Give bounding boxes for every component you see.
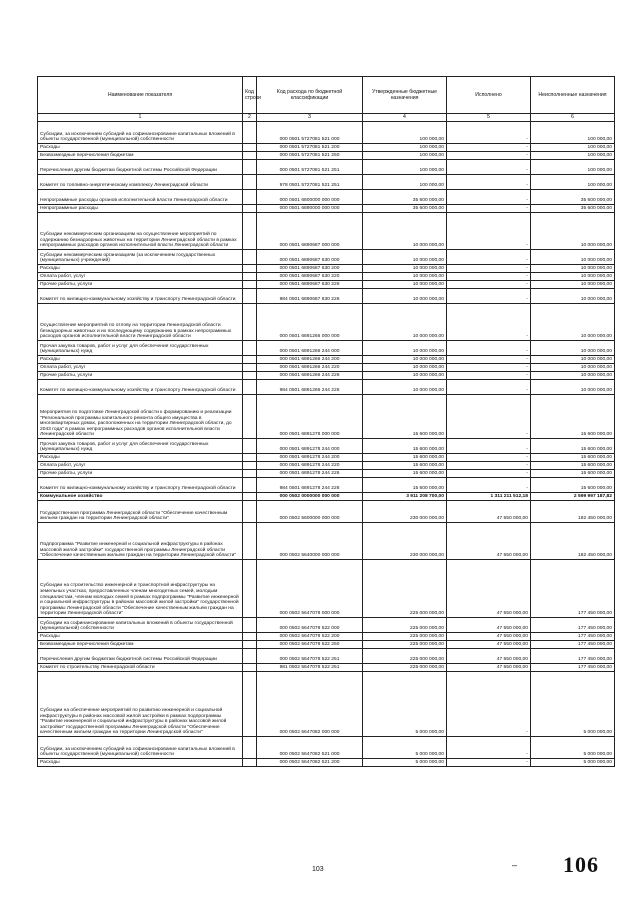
row-name: Субсидии, за исключением субсидий на софинансирование капитальных вложений в объекты государственной (муниципальной) собственности: [38, 737, 243, 759]
row-name: Расходы: [38, 454, 243, 462]
row-approved: 5 000 000,00: [363, 759, 447, 767]
row-unexecuted: 10 000 000,00: [531, 250, 615, 265]
row-unexecuted: 15 600 000,00: [531, 395, 615, 439]
row-executed: 47 550 000,00: [447, 560, 531, 618]
row-line-code: [243, 633, 257, 641]
row-approved: 100 000,00: [363, 122, 447, 144]
row-unexecuted: 100 000,00: [531, 144, 615, 152]
row-name: Комитет по жилищно-коммунальному хозяйству и транспорту Ленинградской области: [38, 478, 243, 493]
table-row: [38, 289, 615, 304]
column-numbers-row: [38, 114, 615, 122]
table-row: [38, 664, 615, 672]
row-approved: 225 000 000,00: [363, 641, 447, 649]
table-row: [38, 649, 615, 664]
row-unexecuted: 100 000,00: [531, 175, 615, 190]
col-number: 6: [531, 114, 615, 122]
row-expense-code: 984 0501 6890687 630 226: [257, 289, 363, 304]
header-expense-code: Код расхода по бюджетной классификации: [257, 77, 363, 114]
row-expense-code: 000 0501 6891266 244 000: [257, 341, 363, 356]
row-line-code: [243, 470, 257, 478]
row-approved: 10 000 000,00: [363, 265, 447, 273]
row-approved: 5 000 000,00: [363, 672, 447, 737]
row-unexecuted: 10 000 000,00: [531, 281, 615, 289]
row-expense-code: 000 0501 5727081 521 251: [257, 160, 363, 175]
row-name: Мероприятия по подготовке Ленинградской области к формированию и реализации "Региональной программы капитального ремонта общего имущества в многоквартирных домах, расположенных на территории Ленинградской области, до 2043 года" в рамках непрограммных расходов органов исполнительной власти Ленинградской области: [38, 395, 243, 439]
row-approved: 10 000 000,00: [363, 281, 447, 289]
col-number: 3: [257, 114, 363, 122]
row-line-code: [243, 462, 257, 470]
table-row: [38, 341, 615, 356]
table-row: [38, 250, 615, 265]
row-expense-code: 000 0502 5647078 522 250: [257, 641, 363, 649]
row-expense-code: 000 0501 6890687 630 220: [257, 273, 363, 281]
row-executed: -: [447, 250, 531, 265]
row-executed: 47 550 000,00: [447, 523, 531, 560]
row-expense-code: 000 0501 6800000 000 000: [257, 190, 363, 205]
row-approved: 230 000 000,00: [363, 523, 447, 560]
row-executed: 47 550 000,00: [447, 618, 531, 633]
row-line-code: [243, 641, 257, 649]
row-name: Субсидии на строительство инженерной и транспортной инфраструктуры на земельных участках, предоставленных членам многодетных семей, молодым специалистам, членам молодых семей в рамках подпрограммы "Развитие инженерной и социальной инфраструктуры в районах массовой жилой застройки" государственной программы Ленинградской области "Обеспечение качественным жильем граждан на территории Ленинградской области": [38, 560, 243, 618]
row-expense-code: 000 0502 5647082 000 000: [257, 672, 363, 737]
row-name: Комитет по жилищно-коммунальному хозяйству и транспорту Ленинградской области: [38, 380, 243, 395]
row-expense-code: 000 0501 6891266 000 000: [257, 304, 363, 341]
row-name: Подпрограмма "Развитие инженерной и социальной инфраструктуры в районах массовой жилой застройки" государственной программы Ленинградской области "Обеспечение качественным жильем граждан на территории Ленинградской области": [38, 523, 243, 560]
row-expense-code: 000 0501 5727081 521 200: [257, 144, 363, 152]
row-unexecuted: 177 450 000,00: [531, 641, 615, 649]
row-name: Расходы: [38, 356, 243, 364]
header-executed: Исполнено: [447, 77, 531, 114]
row-approved: 3 911 208 700,00: [363, 493, 447, 501]
row-unexecuted: 100 000,00: [531, 122, 615, 144]
table-row: [38, 462, 615, 470]
row-unexecuted: 10 000 000,00: [531, 356, 615, 364]
row-approved: 10 000 000,00: [363, 364, 447, 372]
table-row: [38, 304, 615, 341]
row-approved: 35 600 000,00: [363, 205, 447, 213]
table-row: [38, 523, 615, 560]
row-name: Оплата работ, услуг: [38, 273, 243, 281]
row-approved: 225 000 000,00: [363, 664, 447, 672]
row-unexecuted: 10 000 000,00: [531, 289, 615, 304]
row-expense-code: 000 0502 5647078 522 200: [257, 633, 363, 641]
table-row: [38, 175, 615, 190]
col-number: 1: [38, 114, 243, 122]
table-row: [38, 618, 615, 633]
row-line-code: [243, 281, 257, 289]
row-line-code: [243, 395, 257, 439]
row-name: Прочая закупка товаров, работ и услуг для обеспечения государственных (муниципальных) нужд: [38, 341, 243, 356]
row-line-code: [243, 560, 257, 618]
row-executed: -: [447, 160, 531, 175]
row-unexecuted: 182 450 000,00: [531, 523, 615, 560]
row-unexecuted: 5 000 000,00: [531, 759, 615, 767]
table-row: [38, 672, 615, 737]
row-expense-code: 000 0501 6890687 630 000: [257, 250, 363, 265]
row-executed: -: [447, 304, 531, 341]
header-approved: Утвержденные бюджетные назначения: [363, 77, 447, 114]
row-approved: 10 000 000,00: [363, 213, 447, 250]
row-executed: -: [447, 273, 531, 281]
row-executed: -: [447, 759, 531, 767]
row-name: Комитет по строительству Ленинградской области: [38, 664, 243, 672]
row-executed: -: [447, 478, 531, 493]
row-line-code: [243, 380, 257, 395]
row-executed: -: [447, 265, 531, 273]
row-name: Оплата работ, услуг: [38, 364, 243, 372]
sheet-number-stamp: 106: [563, 852, 599, 877]
row-expense-code: 000 0501 6890687 630 200: [257, 265, 363, 273]
row-executed: 1 311 211 512,18: [447, 493, 531, 501]
table-row: [38, 641, 615, 649]
row-expense-code: 000 0501 6891278 244 000: [257, 439, 363, 454]
row-executed: -: [447, 341, 531, 356]
row-unexecuted: 177 450 000,00: [531, 649, 615, 664]
table-row: [38, 356, 615, 364]
col-number: 4: [363, 114, 447, 122]
row-unexecuted: 15 600 000,00: [531, 478, 615, 493]
row-line-code: [243, 304, 257, 341]
table-row: [38, 152, 615, 160]
row-unexecuted: 35 600 000,00: [531, 190, 615, 205]
row-unexecuted: 15 600 000,00: [531, 470, 615, 478]
row-name: Прочая закупка товаров, работ и услуг для обеспечения государственных (муниципальных) нужд: [38, 439, 243, 454]
row-expense-code: 000 0501 6891278 244 220: [257, 462, 363, 470]
row-name: Осуществление мероприятий по отлову на территории Ленинградской области безнадзорных животных и их последующему содержанию в рамках непрограммных расходов органов исполнительной власти Ленинградской области: [38, 304, 243, 341]
col-number: 2: [243, 114, 257, 122]
table-row: [38, 395, 615, 439]
row-executed: -: [447, 380, 531, 395]
table-row: [38, 144, 615, 152]
row-approved: 10 000 000,00: [363, 250, 447, 265]
row-line-code: [243, 289, 257, 304]
stamp-dash: –: [512, 860, 518, 870]
row-name: Расходы: [38, 265, 243, 273]
row-expense-code: 978 0501 5727081 521 251: [257, 175, 363, 190]
row-name: Комитет по жилищно-коммунальному хозяйству и транспорту Ленинградской области: [38, 289, 243, 304]
row-name: Прочие работы, услуги: [38, 470, 243, 478]
row-approved: 100 000,00: [363, 175, 447, 190]
row-expense-code: 000 0501 6890687 630 226: [257, 281, 363, 289]
row-approved: 10 000 000,00: [363, 341, 447, 356]
row-line-code: [243, 478, 257, 493]
row-line-code: [243, 250, 257, 265]
row-executed: 47 550 000,00: [447, 633, 531, 641]
row-line-code: [243, 493, 257, 501]
row-expense-code: 000 0502 5647078 000 000: [257, 560, 363, 618]
row-executed: -: [447, 144, 531, 152]
table-row: [38, 633, 615, 641]
row-line-code: [243, 664, 257, 672]
header-name: Наименование показателя: [38, 77, 243, 114]
table-row: [38, 273, 615, 281]
row-name: Расходы: [38, 633, 243, 641]
table-row: [38, 281, 615, 289]
row-expense-code: 000 0501 6890000 000 000: [257, 205, 363, 213]
row-unexecuted: 5 000 000,00: [531, 672, 615, 737]
table-row: [38, 372, 615, 380]
row-name: Прочие работы, услуги: [38, 281, 243, 289]
row-name: Расходы: [38, 144, 243, 152]
row-unexecuted: 15 600 000,00: [531, 462, 615, 470]
row-line-code: [243, 759, 257, 767]
row-executed: 47 550 000,00: [447, 664, 531, 672]
row-line-code: [243, 122, 257, 144]
row-unexecuted: 10 000 000,00: [531, 364, 615, 372]
row-approved: 35 600 000,00: [363, 190, 447, 205]
row-unexecuted: 100 000,00: [531, 152, 615, 160]
row-expense-code: 000 0501 5727081 521 000: [257, 122, 363, 144]
row-unexecuted: 10 000 000,00: [531, 304, 615, 341]
row-name: Субсидии некоммерческим организациям на осуществление мероприятий по содержанию безнадзорных животных на территории Ленинградской области в рамках непрограммных расходов органов исполнительной власти Ленинградской области: [38, 213, 243, 250]
row-approved: 10 000 000,00: [363, 304, 447, 341]
row-executed: -: [447, 470, 531, 478]
row-line-code: [243, 737, 257, 759]
row-unexecuted: 10 000 000,00: [531, 380, 615, 395]
row-name: Комитет по топливно-энергетическому комплексу Ленинградской области: [38, 175, 243, 190]
table-row: [38, 122, 615, 144]
row-line-code: [243, 175, 257, 190]
row-unexecuted: 10 000 000,00: [531, 265, 615, 273]
row-line-code: [243, 152, 257, 160]
row-line-code: [243, 144, 257, 152]
header-row: [38, 77, 615, 114]
row-executed: -: [447, 439, 531, 454]
row-executed: -: [447, 289, 531, 304]
row-expense-code: 000 0501 6891266 244 200: [257, 356, 363, 364]
row-approved: 10 000 000,00: [363, 356, 447, 364]
row-line-code: [243, 190, 257, 205]
page-number: 103: [312, 866, 324, 873]
table-row: [38, 560, 615, 618]
row-line-code: [243, 439, 257, 454]
row-name: Коммунальное хозяйство: [38, 493, 243, 501]
row-approved: 15 600 000,00: [363, 462, 447, 470]
row-expense-code: 000 0502 5600000 000 000: [257, 501, 363, 523]
row-expense-code: 000 0502 5647082 521 200: [257, 759, 363, 767]
col-number: 5: [447, 114, 531, 122]
header-unexecuted: Неисполненные назначения: [531, 77, 615, 114]
row-unexecuted: 10 000 000,00: [531, 341, 615, 356]
row-unexecuted: 35 600 000,00: [531, 205, 615, 213]
row-executed: -: [447, 205, 531, 213]
row-executed: -: [447, 152, 531, 160]
row-expense-code: 981 0502 5647078 522 251: [257, 664, 363, 672]
row-executed: 47 550 000,00: [447, 501, 531, 523]
row-executed: -: [447, 372, 531, 380]
row-name: Оплата работ, услуг: [38, 462, 243, 470]
table-row: [38, 364, 615, 372]
row-line-code: [243, 213, 257, 250]
row-unexecuted: 177 450 000,00: [531, 633, 615, 641]
row-name: Прочие работы, услуги: [38, 372, 243, 380]
row-name: Государственная программа Ленинградской области "Обеспечение качественным жильем граждан на территории Ленинградской области": [38, 501, 243, 523]
row-unexecuted: 177 450 000,00: [531, 560, 615, 618]
row-executed: -: [447, 462, 531, 470]
row-approved: 10 000 000,00: [363, 289, 447, 304]
table-row: [38, 190, 615, 205]
row-name: Непрограммные расходы органов исполнительной власти Ленинградской области: [38, 190, 243, 205]
row-expense-code: 000 0501 6891266 244 226: [257, 372, 363, 380]
row-unexecuted: 177 450 000,00: [531, 664, 615, 672]
row-unexecuted: 100 000,00: [531, 160, 615, 175]
row-line-code: [243, 501, 257, 523]
row-executed: -: [447, 364, 531, 372]
table-row: [38, 454, 615, 462]
row-line-code: [243, 205, 257, 213]
row-expense-code: 000 0502 5647078 522 000: [257, 618, 363, 633]
row-line-code: [243, 649, 257, 664]
row-approved: 225 000 000,00: [363, 618, 447, 633]
row-name: Безвозмездные перечисления бюджетам: [38, 641, 243, 649]
table-row: [38, 493, 615, 501]
row-approved: 100 000,00: [363, 152, 447, 160]
table-row: [38, 478, 615, 493]
row-expense-code: 984 0501 6891266 244 226: [257, 380, 363, 395]
row-approved: 15 600 000,00: [363, 395, 447, 439]
row-expense-code: 000 0501 6891266 244 220: [257, 364, 363, 372]
row-line-code: [243, 160, 257, 175]
row-approved: 225 000 000,00: [363, 633, 447, 641]
row-expense-code: 000 0502 5647082 521 000: [257, 737, 363, 759]
row-expense-code: 000 0501 6890687 000 000: [257, 213, 363, 250]
row-approved: 15 600 000,00: [363, 478, 447, 493]
table-row: [38, 265, 615, 273]
row-line-code: [243, 356, 257, 364]
row-expense-code: 000 0502 0000000 000 000: [257, 493, 363, 501]
row-approved: 5 000 000,00: [363, 737, 447, 759]
table-row: [38, 213, 615, 250]
row-expense-code: 000 0501 6891278 000 000: [257, 395, 363, 439]
row-line-code: [243, 372, 257, 380]
row-executed: -: [447, 213, 531, 250]
row-approved: 10 000 000,00: [363, 372, 447, 380]
row-expense-code: 000 0501 6891278 244 226: [257, 470, 363, 478]
row-expense-code: 000 0501 6891278 244 200: [257, 454, 363, 462]
row-executed: -: [447, 395, 531, 439]
row-name: Субсидии, за исключением субсидий на софинансирование капитальных вложений в объекты государственной (муниципальной) собственности: [38, 122, 243, 144]
row-executed: -: [447, 122, 531, 144]
row-approved: 225 000 000,00: [363, 560, 447, 618]
row-approved: 15 600 000,00: [363, 470, 447, 478]
table-row: [38, 380, 615, 395]
row-approved: 15 600 000,00: [363, 439, 447, 454]
row-name: Субсидии некоммерческим организациям (за исключением государственных (муниципальных) учреждений): [38, 250, 243, 265]
row-name: Расходы: [38, 759, 243, 767]
row-executed: -: [447, 356, 531, 364]
row-name: Безвозмездные перечисления бюджетам: [38, 152, 243, 160]
row-line-code: [243, 364, 257, 372]
row-executed: -: [447, 190, 531, 205]
row-executed: -: [447, 672, 531, 737]
row-name: Перечисления другим бюджетам бюджетной системы Российской Федерации: [38, 160, 243, 175]
row-name: Субсидии на обеспечение мероприятий по развитию инженерной и социальной инфраструктуры в районах массовой жилой застройки в рамках подпрограммы "Развитие инженерной и социальной инфраструктуры в районах массовой жилой застройки" государственной программы Ленинградской области "Обеспечение качественным жильем граждан на территории Ленинградской области": [38, 672, 243, 737]
table-row: [38, 160, 615, 175]
row-approved: 10 000 000,00: [363, 273, 447, 281]
row-unexecuted: 182 450 000,00: [531, 501, 615, 523]
row-name: Перечисления другим бюджетам бюджетной системы Российской Федерации: [38, 649, 243, 664]
table-row: [38, 205, 615, 213]
row-expense-code: 000 0502 5647078 522 251: [257, 649, 363, 664]
row-line-code: [243, 523, 257, 560]
row-executed: 47 550 000,00: [447, 649, 531, 664]
table-row: [38, 759, 615, 767]
header-line-code: Код строки: [243, 77, 257, 114]
row-executed: -: [447, 737, 531, 759]
row-approved: 15 600 000,00: [363, 454, 447, 462]
row-line-code: [243, 265, 257, 273]
row-unexecuted: 2 599 997 187,82: [531, 493, 615, 501]
row-unexecuted: 15 600 000,00: [531, 454, 615, 462]
row-approved: 230 000 000,00: [363, 501, 447, 523]
row-expense-code: 984 0501 6891278 244 226: [257, 478, 363, 493]
row-expense-code: 000 0502 5640000 000 000: [257, 523, 363, 560]
row-unexecuted: 5 000 000,00: [531, 737, 615, 759]
row-approved: 100 000,00: [363, 144, 447, 152]
row-line-code: [243, 454, 257, 462]
table-row: [38, 501, 615, 523]
row-executed: 47 550 000,00: [447, 641, 531, 649]
row-line-code: [243, 672, 257, 737]
row-executed: -: [447, 281, 531, 289]
row-name: Непрограммные расходы: [38, 205, 243, 213]
budget-execution-table: [37, 76, 615, 767]
row-approved: 225 000 000,00: [363, 649, 447, 664]
table-row: [38, 470, 615, 478]
row-approved: 10 000 000,00: [363, 380, 447, 395]
row-line-code: [243, 273, 257, 281]
table-row: [38, 737, 615, 759]
row-executed: -: [447, 454, 531, 462]
row-expense-code: 000 0501 5727081 521 250: [257, 152, 363, 160]
row-line-code: [243, 618, 257, 633]
table-row: [38, 439, 615, 454]
row-unexecuted: 15 600 000,00: [531, 439, 615, 454]
row-unexecuted: 10 000 000,00: [531, 372, 615, 380]
row-line-code: [243, 341, 257, 356]
row-executed: -: [447, 175, 531, 190]
row-unexecuted: 10 000 000,00: [531, 213, 615, 250]
row-approved: 100 000,00: [363, 160, 447, 175]
row-unexecuted: 177 450 000,00: [531, 618, 615, 633]
row-name: Субсидии на софинансирование капитальных вложений в объекты государственной (муниципальной) собственности: [38, 618, 243, 633]
row-unexecuted: 10 000 000,00: [531, 273, 615, 281]
